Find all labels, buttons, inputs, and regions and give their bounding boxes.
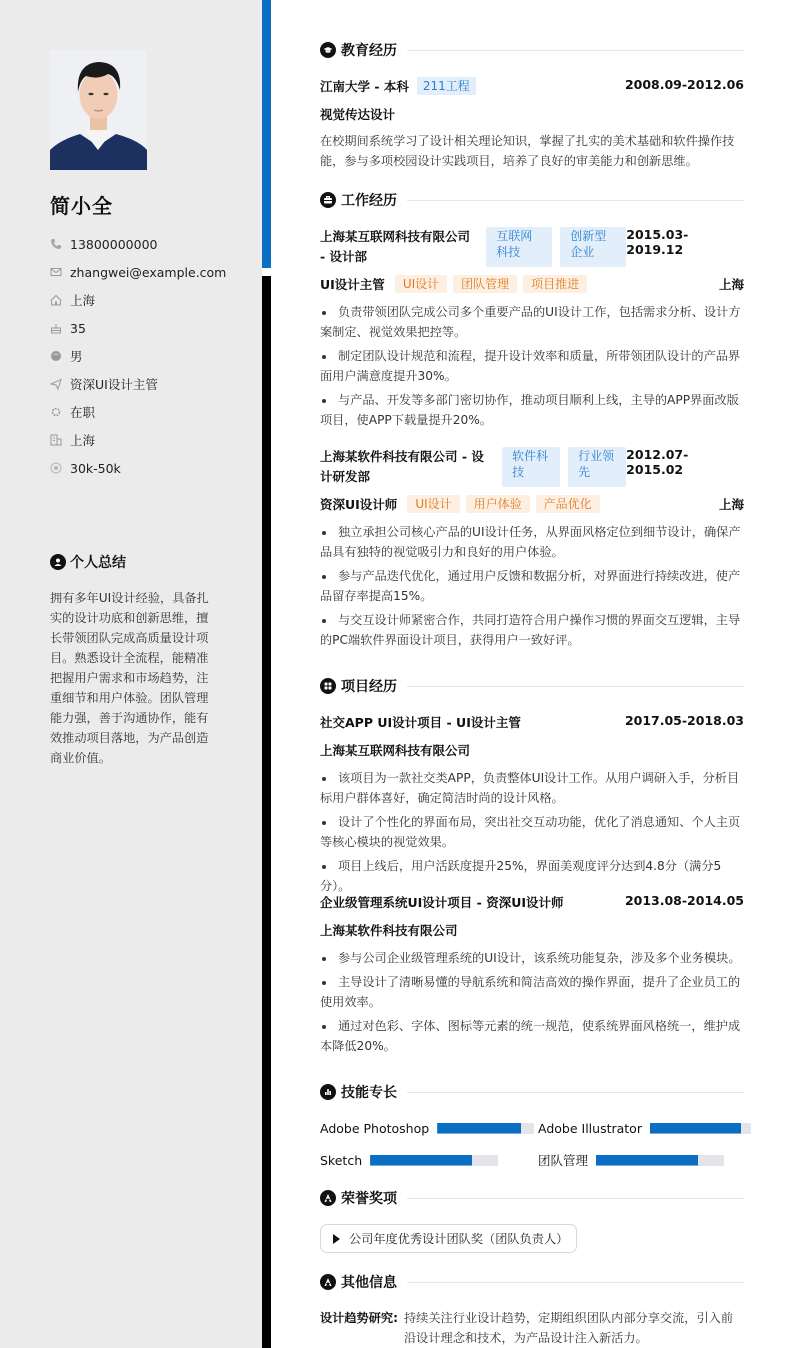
job-header-2 bbox=[320, 447, 744, 487]
company-name: 上海某软件科技有限公司 - 设计研发部 bbox=[320, 449, 484, 484]
job-role: 资深UI设计师 bbox=[320, 497, 398, 512]
avatar-photo bbox=[50, 50, 147, 170]
bullet: 制定团队设计规范和流程，提升设计效率和质量，所带领团队设计的产品界面用户满意度提升30%。 bbox=[320, 346, 744, 386]
bullet: 独立承担公司核心产品的UI设计任务，从界面风格定位到细节设计，确保产品具有独特的视觉吸引力和良好的用户体验。 bbox=[320, 522, 744, 562]
award-item[interactable] bbox=[320, 1224, 577, 1253]
education-date: 2008.09-2012.06 bbox=[624, 77, 744, 92]
status-value: 在职 bbox=[70, 405, 96, 420]
bullet: 该项目为一款社交类APP，负责整体UI设计工作。从用户调研入手，分析目标用户群体喜好，确定简洁时尚的设计风格。 bbox=[320, 768, 744, 808]
job-date: 2012.07-2015.02 bbox=[626, 447, 689, 477]
skill-tag: 用户体验 bbox=[466, 495, 530, 513]
project-company: 上海某互联网科技有限公司 bbox=[320, 743, 471, 758]
bullet: 负责带领团队完成公司多个重要产品的UI设计工作，包括需求分析、设计方案制定、视觉效果把控等。 bbox=[320, 302, 744, 342]
sidebar bbox=[0, 0, 262, 1348]
company-tag: 创新型企业 bbox=[560, 227, 626, 267]
bullet: 参与公司企业级管理系统的UI设计，该系统功能复杂，涉及多个业务模块。 bbox=[320, 948, 744, 968]
skill-name: Adobe Photoshop bbox=[320, 1120, 430, 1136]
skill-bar bbox=[596, 1155, 724, 1166]
contact-city bbox=[50, 426, 250, 454]
skill-tag: UI设计 bbox=[407, 495, 459, 513]
education-desc: 在校期间系统学习了设计相关理论知识，掌握了扎实的美术基础和软件操作技能，参与多项校园设计实践项目，培养了良好的审美能力和创新思维。 bbox=[320, 134, 735, 168]
job-role-row-1 bbox=[320, 275, 744, 293]
mail-icon bbox=[50, 266, 62, 278]
bullet: 主导设计了清晰易懂的导航系统和简洁高效的操作界面，提升了企业员工的使用效率。 bbox=[320, 972, 744, 1012]
company-name: 上海某互联网科技有限公司 - 设计部 bbox=[320, 229, 471, 264]
briefcase-icon bbox=[320, 192, 336, 208]
education-row bbox=[320, 77, 744, 95]
cake-icon bbox=[50, 322, 62, 334]
home-icon bbox=[50, 294, 62, 306]
award-text: 公司年度优秀设计团队奖（团队负责人） bbox=[349, 1232, 569, 1246]
bullet: 设计了个性化的界面布局，突出社交互动功能，优化了消息通知、个人主页等核心模块的视觉效果。 bbox=[320, 812, 744, 852]
skill-bar-fill bbox=[437, 1123, 521, 1134]
skill-bar-fill bbox=[650, 1123, 741, 1134]
projects-heading: 项目经历 bbox=[320, 676, 744, 696]
avatar bbox=[50, 50, 147, 170]
divider-bar bbox=[262, 276, 271, 1348]
summary-text: 拥有多年UI设计经验，具备扎实的设计功底和创新思维，擅长带领团队完成高质量设计项目。熟悉设计全流程，能精准把握用户需求和市场趋势，注重细节和用户体验。团队管理能力强，善于沟通协作，能有效推动项目落地，为产品创造商业价值。 bbox=[50, 591, 209, 765]
job-date: 2015.03-2019.12 bbox=[626, 227, 689, 257]
age-value: 35 bbox=[70, 320, 86, 336]
city-value: 上海 bbox=[70, 433, 96, 448]
skill-bar bbox=[437, 1123, 534, 1134]
project-date: 2013.08-2014.05 bbox=[624, 893, 744, 908]
major: 视觉传达设计 bbox=[320, 107, 396, 122]
graduation-cap-icon bbox=[320, 42, 336, 58]
skill-item bbox=[320, 1118, 534, 1138]
contact-list bbox=[50, 230, 250, 482]
skill-tag: 产品优化 bbox=[536, 495, 600, 513]
grid-icon bbox=[320, 678, 336, 694]
skill-tag: UI设计 bbox=[395, 275, 447, 293]
gender-icon bbox=[50, 350, 62, 362]
skill-item bbox=[538, 1150, 724, 1170]
job-bullets-2 bbox=[320, 522, 744, 654]
project-name: 社交APP UI设计项目 - UI设计主管 bbox=[320, 715, 521, 730]
job-role-row-2 bbox=[320, 495, 744, 513]
work-heading: 工作经历 bbox=[320, 190, 744, 210]
skill-bar-fill bbox=[370, 1155, 472, 1166]
candidate-name: 简小全 bbox=[50, 194, 113, 218]
skill-name: Adobe Illustrator bbox=[538, 1120, 642, 1136]
other-value: 持续关注行业设计趋势，定期组织团队内部分享交流，引入前沿设计理念和技术，为产品设计注入新活力。 bbox=[404, 1311, 734, 1345]
building-icon bbox=[50, 434, 62, 446]
project-header-2 bbox=[320, 893, 744, 911]
contact-status bbox=[50, 398, 250, 426]
project-name: 企业级管理系统UI设计项目 - 资深UI设计师 bbox=[320, 895, 564, 910]
accent-bar bbox=[262, 0, 271, 268]
contact-phone bbox=[50, 230, 250, 258]
contact-age bbox=[50, 314, 250, 342]
project-bullets-1 bbox=[320, 768, 744, 900]
contact-location bbox=[50, 286, 250, 314]
project-bullets-2 bbox=[320, 948, 744, 1060]
money-icon bbox=[50, 462, 62, 474]
skill-tag: 项目推进 bbox=[523, 275, 587, 293]
bullet: 与交互设计师紧密合作，共同打造符合用户操作习惯的界面交互逻辑，主导的PC端软件界面设计项目，获得用户一致好评。 bbox=[320, 610, 744, 650]
company-tag: 软件科技 bbox=[502, 447, 560, 487]
contact-position bbox=[50, 370, 250, 398]
skill-item bbox=[538, 1118, 751, 1138]
send-icon bbox=[50, 378, 62, 390]
skill-tag: 团队管理 bbox=[453, 275, 517, 293]
skill-bar bbox=[370, 1155, 498, 1166]
expand-arrow-icon bbox=[333, 1234, 340, 1244]
project-company: 上海某软件科技有限公司 bbox=[320, 923, 458, 938]
email-value: zhangwei@example.com bbox=[70, 264, 227, 280]
other-heading: 其他信息 bbox=[320, 1272, 744, 1292]
project-date: 2017.05-2018.03 bbox=[624, 713, 744, 728]
phone-value: 13800000000 bbox=[70, 236, 158, 252]
phone-icon bbox=[50, 238, 62, 250]
bar-chart-icon bbox=[320, 1084, 336, 1100]
contact-gender bbox=[50, 342, 250, 370]
other-key: 设计趋势研究: bbox=[320, 1311, 398, 1325]
skills-heading: 技能专长 bbox=[320, 1082, 744, 1102]
job-role: UI设计主管 bbox=[320, 277, 385, 292]
skill-name: Sketch bbox=[320, 1152, 363, 1168]
job-header-1 bbox=[320, 227, 744, 267]
company-tag: 互联网科技 bbox=[486, 227, 552, 267]
skill-bar bbox=[650, 1123, 751, 1134]
school-tag: 211工程 bbox=[417, 77, 476, 95]
awards-heading: 荣誉奖项 bbox=[320, 1188, 744, 1208]
other-item bbox=[320, 1308, 744, 1348]
summary-heading: 个人总结 bbox=[50, 552, 126, 572]
skill-name: 团队管理 bbox=[538, 1153, 589, 1168]
project-header-1 bbox=[320, 713, 744, 731]
education-heading: 教育经历 bbox=[320, 40, 744, 60]
contact-email bbox=[50, 258, 250, 286]
school-name: 江南大学 - 本科 bbox=[320, 79, 409, 94]
bullet: 参与产品迭代优化，通过用户反馈和数据分析，对界面进行持续改进，使产品留存率提高15%。 bbox=[320, 566, 744, 606]
bullet: 与产品、开发等多部门密切协作，推动项目顺利上线，主导的APP界面改版项目，使APP下载量提升20%。 bbox=[320, 390, 744, 430]
position-value: 资深UI设计主管 bbox=[70, 377, 158, 392]
status-icon bbox=[50, 406, 62, 418]
bullet: 通过对色彩、字体、图标等元素的统一规范，使系统界面风格统一，维护成本降低20%。 bbox=[320, 1016, 744, 1056]
skill-bar-fill bbox=[596, 1155, 698, 1166]
salary-value: 30k-50k bbox=[70, 460, 121, 476]
award-icon bbox=[320, 1190, 336, 1206]
info-icon bbox=[320, 1274, 336, 1290]
skill-item bbox=[320, 1150, 498, 1170]
gender-value: 男 bbox=[70, 349, 83, 364]
job-bullets-1 bbox=[320, 302, 744, 434]
company-tag: 行业领先 bbox=[568, 447, 626, 487]
location-value: 上海 bbox=[70, 293, 96, 308]
bullet: 项目上线后，用户活跃度提升25%，界面美观度评分达到4.8分（满分5分）。 bbox=[320, 856, 744, 896]
user-icon bbox=[50, 554, 66, 570]
job-location: 上海 bbox=[718, 497, 744, 512]
contact-salary bbox=[50, 454, 250, 482]
job-location: 上海 bbox=[718, 277, 744, 292]
